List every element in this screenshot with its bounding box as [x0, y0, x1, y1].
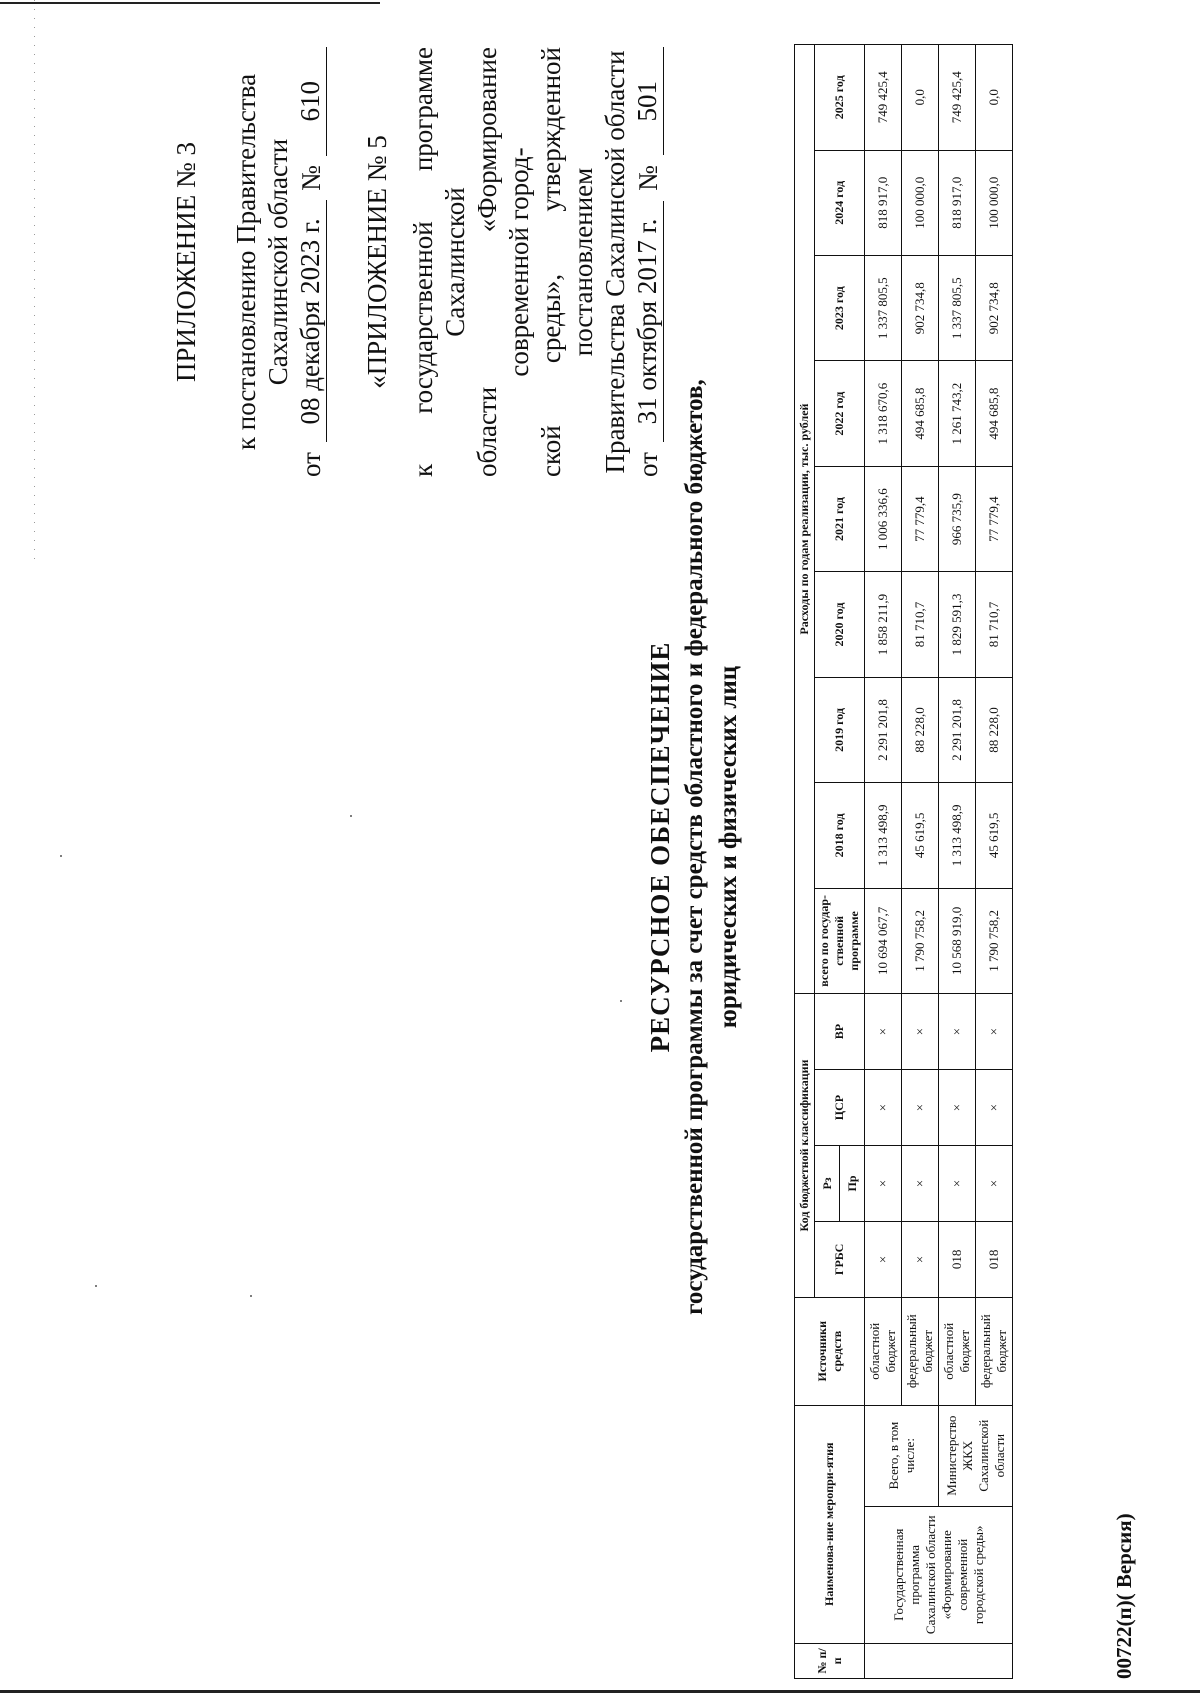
program-line: Правительства Сахалинской области [600, 50, 630, 474]
year-cell: 1 829 591,3 [939, 572, 976, 677]
source-cell: федеральный бюджет [902, 1297, 939, 1405]
vr-cell: × [902, 994, 939, 1070]
year-cell: 1 858 211,9 [865, 572, 902, 677]
source-cell: областной бюджет [939, 1297, 976, 1405]
total-cell: 10 694 067,7 [865, 888, 902, 993]
vr-cell: × [976, 994, 1013, 1070]
header-year: 2018 год [815, 783, 865, 888]
program-number: 501 [631, 47, 664, 156]
number-sign: № [296, 165, 326, 191]
year-cell: 494 685,8 [976, 361, 1013, 466]
number-sign: № [633, 165, 663, 191]
program-date: 31 октября 2017 г. [631, 201, 664, 443]
year-cell: 0,0 [902, 45, 939, 151]
year-cell: 45 619,5 [902, 783, 939, 888]
rz-pr-cell: × [939, 1145, 976, 1221]
date-prefix: от [633, 452, 663, 477]
year-cell: 1 318 670,6 [865, 361, 902, 466]
total-cell: 10 568 919,0 [939, 888, 976, 993]
header-csr: ЦСР [815, 1070, 865, 1146]
total-cell: 1 790 758,2 [902, 888, 939, 993]
header-name: Наименова-ние меропри-ятия [795, 1405, 865, 1643]
header-rz: Рз [815, 1145, 840, 1221]
header-year: 2020 год [815, 572, 865, 677]
csr-cell: × [865, 1070, 902, 1146]
grbs-cell: 018 [939, 1221, 976, 1297]
program-line: к государственной программе Сахалинской [408, 47, 470, 477]
program-name: Государственная программа Сахалинской области «Формирование современной городской среды» [865, 1506, 1013, 1643]
resolution-date: 08 декабря 2023 г. [294, 200, 327, 442]
title-block [645, 287, 744, 1407]
year-cell: 902 734,8 [976, 256, 1013, 361]
year-cell: 2 291 201,8 [865, 677, 902, 782]
document-title: РЕСУРСНОЕ ОБЕСПЕЧЕНИЕ [645, 641, 675, 1053]
year-cell: 2 291 201,8 [939, 677, 976, 782]
csr-cell: × [976, 1070, 1013, 1146]
header-year: 2023 год [815, 256, 865, 361]
footer-code: 00722(п)( Версия) [1112, 1513, 1136, 1679]
year-cell: 818 917,0 [865, 150, 902, 255]
rz-pr-cell: × [902, 1145, 939, 1221]
year-cell: 0,0 [976, 45, 1013, 151]
total-cell: 1 790 758,2 [976, 888, 1013, 993]
year-cell: 1 006 336,6 [865, 466, 902, 571]
header-vr: ВР [815, 994, 865, 1070]
vr-cell: × [865, 994, 902, 1070]
header-budget-code: Код бюджетной классификации [795, 994, 815, 1298]
year-cell: 77 779,4 [976, 466, 1013, 571]
header-year: 2021 год [815, 466, 865, 571]
year-cell: 88 228,0 [976, 677, 1013, 782]
csr-cell: × [902, 1070, 939, 1146]
document-subtitle: юридических и физических лиц [715, 665, 742, 1029]
header-year: 2024 год [815, 150, 865, 255]
header-year: 2019 год [815, 677, 865, 782]
year-cell: 1 337 805,5 [939, 256, 976, 361]
vr-cell: × [939, 994, 976, 1070]
header-sources: Источники средств [795, 1297, 865, 1405]
resolution-line: Сахалинской области [263, 138, 293, 386]
year-cell: 818 917,0 [939, 150, 976, 255]
table-row [939, 45, 976, 1679]
rz-pr-cell: × [976, 1145, 1013, 1221]
document-subtitle: государственной программы за счет средств областного и федерального бюджетов, [681, 379, 708, 1315]
year-cell: 45 619,5 [976, 783, 1013, 888]
table-row [865, 45, 902, 1679]
year-cell: 749 425,4 [865, 45, 902, 151]
rz-pr-cell: × [865, 1145, 902, 1221]
year-cell: 494 685,8 [902, 361, 939, 466]
year-cell: 1 313 498,9 [939, 783, 976, 888]
resource-table [794, 44, 1013, 1679]
header-year: 2025 год [815, 45, 865, 151]
source-cell: федеральный бюджет [976, 1297, 1013, 1405]
header-no: № п/п [795, 1643, 865, 1678]
program-line: области «Формирование современной город- [472, 47, 534, 477]
year-cell: 88 228,0 [902, 677, 939, 782]
row-number [865, 1643, 1013, 1678]
header-grbs: ГРБС [815, 1221, 865, 1297]
resolution-line: к постановлению Правительства [231, 73, 261, 451]
grbs-cell: × [865, 1221, 902, 1297]
year-cell: 81 710,7 [902, 572, 939, 677]
program-line: ской среды», утвержденной постановлением [536, 47, 598, 477]
year-cell: 749 425,4 [939, 45, 976, 151]
year-cell: 81 710,7 [976, 572, 1013, 677]
appendix-title: ПРИЛОЖЕНИЕ № 3 [171, 141, 201, 383]
header-year: 2022 год [815, 361, 865, 466]
grbs-cell: × [902, 1221, 939, 1297]
header-block [170, 47, 664, 477]
header-expenses: Расходы по годам реализации, тыс. рублей [795, 45, 815, 994]
header-total: всего по государ-ственной программе [815, 888, 865, 993]
group-label: Всего, в том числе: [865, 1405, 939, 1506]
year-cell: 966 735,9 [939, 466, 976, 571]
grbs-cell: 018 [976, 1221, 1013, 1297]
year-cell: 1 337 805,5 [865, 256, 902, 361]
year-cell: 100 000,0 [902, 150, 939, 255]
header-pr: Пр [840, 1145, 865, 1221]
year-cell: 100 000,0 [976, 150, 1013, 255]
appendix2-title: «ПРИЛОЖЕНИЕ № 5 [362, 135, 392, 389]
date-prefix: от [296, 452, 326, 477]
csr-cell: × [939, 1070, 976, 1146]
year-cell: 1 313 498,9 [865, 783, 902, 888]
source-cell: областной бюджет [865, 1297, 902, 1405]
resolution-date-row [294, 47, 327, 477]
group-label: Министерство ЖКХ Сахалинской области [939, 1405, 1013, 1506]
year-cell: 77 779,4 [902, 466, 939, 571]
year-cell: 902 734,8 [902, 256, 939, 361]
resolution-number: 610 [294, 47, 327, 156]
year-cell: 1 261 743,2 [939, 361, 976, 466]
